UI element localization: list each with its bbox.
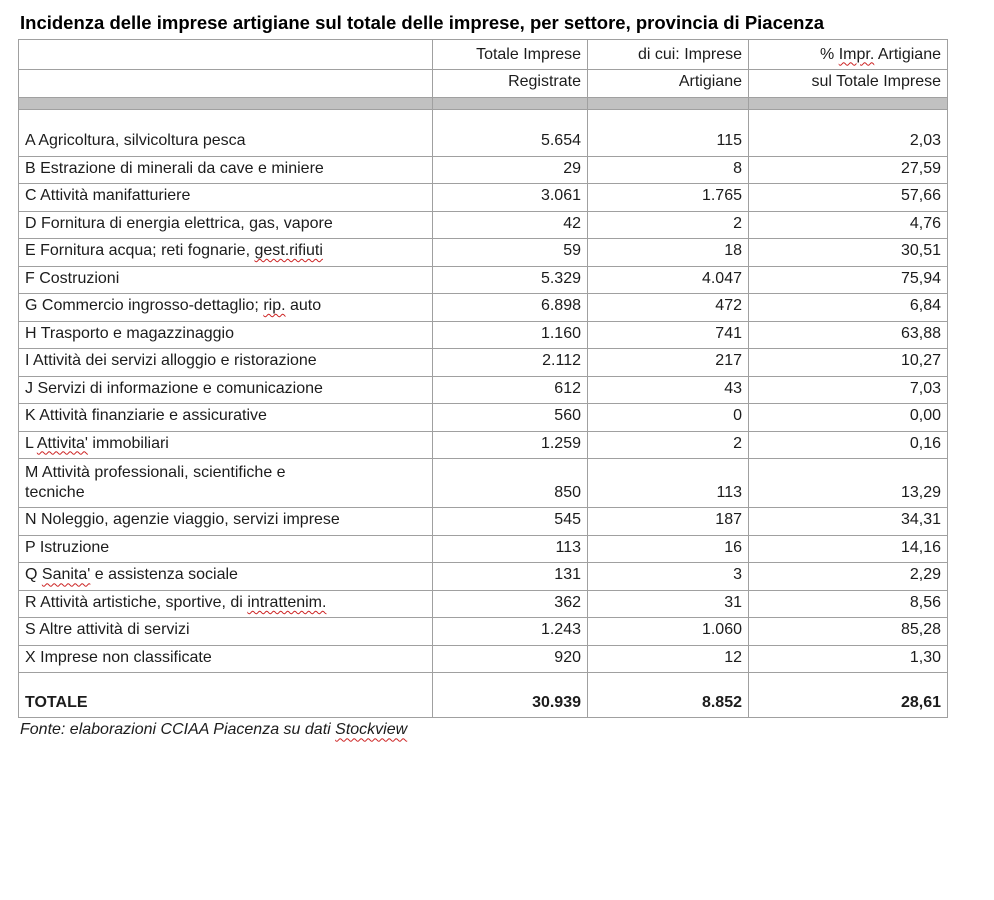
header-sul-totale-imprese: sul Totale Imprese [749,70,948,98]
registered-cell: 560 [433,404,588,432]
artisan-cell: 18 [588,239,749,267]
table-header [19,40,948,110]
total-row [19,673,948,718]
table-row [19,431,948,459]
table-body [19,109,948,673]
artisan-cell: 43 [588,376,749,404]
registered-cell: 3.061 [433,184,588,212]
header-pct-artigiane: % Impr. Artigiane [749,40,948,70]
pct-cell: 34,31 [749,508,948,536]
artisan-cell: 31 [588,590,749,618]
table-footer [19,673,948,718]
artisan-cell: 113 [588,459,749,508]
gray-band-row [19,97,948,109]
artisan-cell: 3 [588,563,749,591]
source-note: Fonte: elaborazioni CCIAA Piacenza su dati Stockview [20,721,408,739]
table-row [19,184,948,212]
artisan-cell: 4.047 [588,266,749,294]
table-row [19,239,948,267]
artisan-cell: 741 [588,321,749,349]
artisan-cell: 0 [588,404,749,432]
registered-cell: 42 [433,211,588,239]
artisan-cell: 187 [588,508,749,536]
registered-cell: 113 [433,535,588,563]
header-empty-cell-1 [19,40,433,70]
pct-cell: 63,88 [749,321,948,349]
artisan-cell: 1.060 [588,618,749,646]
table-row [19,563,948,591]
artisan-cell: 16 [588,535,749,563]
sector-cell: H Trasporto e magazzinaggio [19,321,433,349]
sector-cell: N Noleggio, agenzie viaggio, servizi imprese [19,508,433,536]
pct-cell: 57,66 [749,184,948,212]
sector-cell: G Commercio ingrosso-dettaglio; rip. auto [19,294,433,322]
pct-cell: 75,94 [749,266,948,294]
sector-cell: B Estrazione di minerali da cave e miniere [19,156,433,184]
registered-cell: 131 [433,563,588,591]
pct-cell: 30,51 [749,239,948,267]
pct-cell: 8,56 [749,590,948,618]
sector-cell: S Altre attività di servizi [19,618,433,646]
sector-cell: L Attivita' immobiliari [19,431,433,459]
header-totale-imprese: Totale Imprese [433,40,588,70]
sector-cell: F Costruzioni [19,266,433,294]
registered-cell: 29 [433,156,588,184]
registered-cell: 920 [433,645,588,673]
header-registrate: Registrate [433,70,588,98]
table-row [19,535,948,563]
registered-cell: 362 [433,590,588,618]
table-row [19,590,948,618]
gray-band-cell [588,97,749,109]
table-row [19,266,948,294]
artisan-cell: 2 [588,431,749,459]
sector-cell: X Imprese non classificate [19,645,433,673]
artisan-cell: 115 [588,109,749,156]
table-row [19,211,948,239]
artisan-cell: 472 [588,294,749,322]
table-row [19,109,948,156]
pct-cell: 0,16 [749,431,948,459]
registered-cell: 5.654 [433,109,588,156]
table-row [19,618,948,646]
table-row [19,645,948,673]
table-row [19,459,948,508]
pct-cell: 10,27 [749,349,948,377]
total-label: TOTALE [19,673,433,718]
header-di-cui-imprese: di cui: Imprese [588,40,749,70]
data-table [18,39,948,718]
artisan-cell: 217 [588,349,749,377]
gray-band-cell [433,97,588,109]
registered-cell: 545 [433,508,588,536]
artisan-cell: 2 [588,211,749,239]
registered-cell: 612 [433,376,588,404]
page-title: Incidenza delle imprese artigiane sul totale delle imprese, per settore, provincia di Piacenza [20,12,825,33]
table-row [19,404,948,432]
total-pct: 28,61 [749,673,948,718]
registered-cell: 850 [433,459,588,508]
table-row [19,156,948,184]
total-registered: 30.939 [433,673,588,718]
sector-cell: J Servizi di informazione e comunicazione [19,376,433,404]
pct-cell: 1,30 [749,645,948,673]
gray-band-cell [19,97,433,109]
sector-cell: R Attività artistiche, sportive, di intrattenim. [19,590,433,618]
gray-band-cell [749,97,948,109]
registered-cell: 59 [433,239,588,267]
artisan-cell: 1.765 [588,184,749,212]
pct-cell: 13,29 [749,459,948,508]
header-row-2 [19,70,948,98]
table-row [19,321,948,349]
pct-cell: 2,03 [749,109,948,156]
sector-cell: K Attività finanziarie e assicurative [19,404,433,432]
registered-cell: 6.898 [433,294,588,322]
registered-cell: 1.243 [433,618,588,646]
registered-cell: 1.259 [433,431,588,459]
sector-cell: M Attività professionali, scientifiche e tecniche [19,459,433,508]
table-row [19,376,948,404]
table-row [19,349,948,377]
header-row-1 [19,40,948,70]
pct-cell: 14,16 [749,535,948,563]
sector-cell: P Istruzione [19,535,433,563]
registered-cell: 2.112 [433,349,588,377]
registered-cell: 5.329 [433,266,588,294]
pct-cell: 4,76 [749,211,948,239]
header-empty-cell-2 [19,70,433,98]
pct-cell: 27,59 [749,156,948,184]
pct-cell: 7,03 [749,376,948,404]
sector-cell: Q Sanita' e assistenza sociale [19,563,433,591]
sector-cell: E Fornitura acqua; reti fognarie, gest.rifiuti [19,239,433,267]
registered-cell: 1.160 [433,321,588,349]
sector-cell: D Fornitura di energia elettrica, gas, vapore [19,211,433,239]
total-artisan: 8.852 [588,673,749,718]
sector-cell: A Agricoltura, silvicoltura pesca [19,109,433,156]
pct-cell: 2,29 [749,563,948,591]
sector-cell: C Attività manifatturiere [19,184,433,212]
artisan-cell: 8 [588,156,749,184]
header-artigiane: Artigiane [588,70,749,98]
artisan-cell: 12 [588,645,749,673]
table-row [19,508,948,536]
pct-cell: 85,28 [749,618,948,646]
pct-cell: 6,84 [749,294,948,322]
pct-cell: 0,00 [749,404,948,432]
sector-cell: I Attività dei servizi alloggio e ristorazione [19,349,433,377]
table-row [19,294,948,322]
